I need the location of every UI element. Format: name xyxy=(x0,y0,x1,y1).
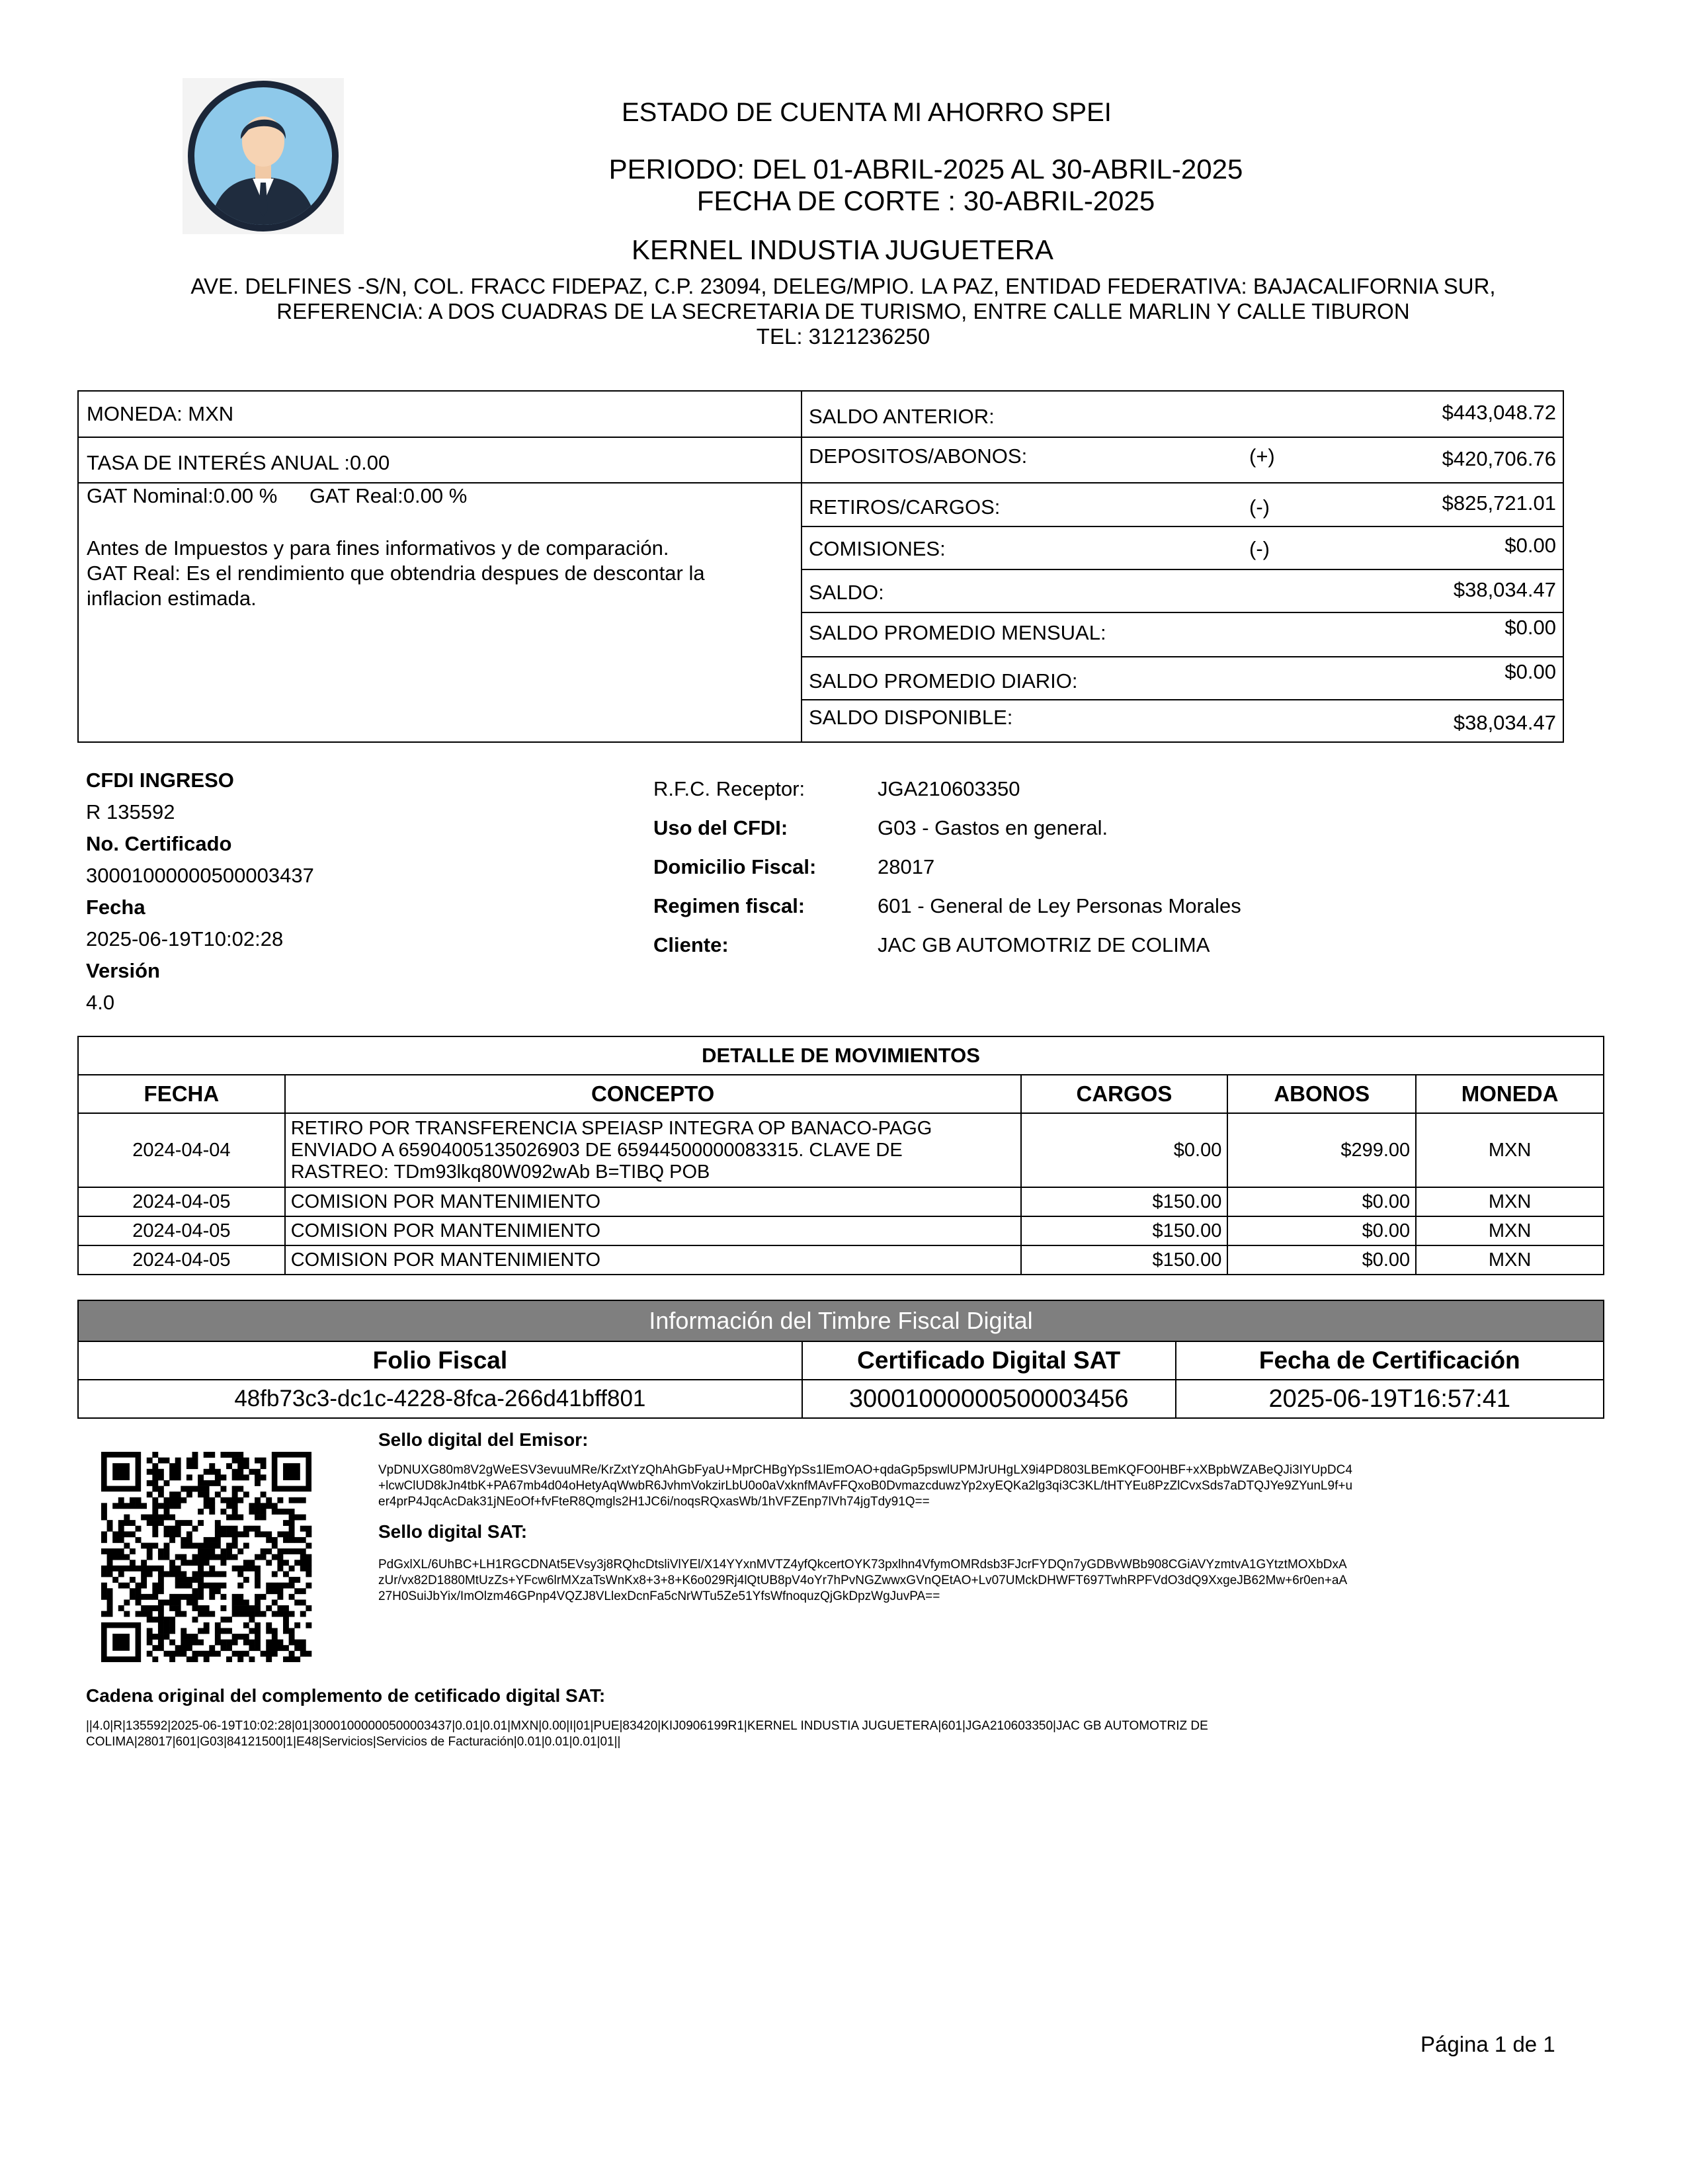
col-abonos: ABONOS xyxy=(1227,1075,1416,1113)
cfdi-version-label: Versión xyxy=(86,959,160,982)
periodo-line: PERIODO: DEL 01-ABRIL-2025 AL 30-ABRIL-2025 xyxy=(608,153,1243,185)
balance-sign: (-) xyxy=(1249,495,1270,519)
balance-value: $0.00 xyxy=(1504,616,1556,639)
gat-nominal: GAT Nominal:0.00 % xyxy=(87,484,278,507)
balance-value: $825,721.01 xyxy=(1442,491,1556,515)
balance-label: SALDO PROMEDIO MENSUAL: xyxy=(809,621,1106,644)
balance-value: $0.00 xyxy=(1504,660,1556,683)
cell-concepto: COMISION POR MANTENIMIENTO xyxy=(285,1187,1021,1216)
cfdi-receptor-labels xyxy=(653,769,816,964)
cell-abonos: $0.00 xyxy=(1227,1216,1416,1245)
company-address xyxy=(99,274,1587,349)
gat-real: GAT Real:0.00 % xyxy=(309,484,468,507)
cadena-line: ||4.0|R|135592|2025-06-19T10:02:28|01|30001000000500003437|0.01|0.01|MXN|0.00|I|01|PUE|83420|KIJ0906199R1|KERNEL INDUSTIA JUGUETERA|601|JGA210603350|JAC GB AUTOMOTRIZ DE xyxy=(86,1719,1208,1733)
cell-moneda: MXN xyxy=(1416,1245,1604,1275)
balance-label: SALDO DISPONIBLE: xyxy=(809,706,1013,729)
table-row xyxy=(78,1113,1604,1187)
account-info-panel xyxy=(79,392,802,741)
rfc-label: R.F.C. Receptor: xyxy=(653,777,805,800)
sello-sat-label: Sello digital SAT: xyxy=(378,1521,528,1542)
certificado-sat-value: 30001000000500003456 xyxy=(802,1380,1176,1418)
movements-title: DETALLE DE MOVIMIENTOS xyxy=(78,1036,1604,1075)
regimen-label: Regimen fiscal: xyxy=(653,894,805,917)
domicilio-label: Domicilio Fiscal: xyxy=(653,855,817,878)
movements-header-row xyxy=(78,1075,1604,1113)
sello-sat-line: PdGxlXL/6UhBC+LH1RGCDNAt5EVsy3j8RQhcDtsliVlYEl/X14YYxnMVTZ4yfQkcertOYK73pxlhn4VfymOMRdsb3FJcrFYDQn7yGDBvWBb908CGiAVYzmtvA1GYtztMOXbDxA xyxy=(378,1558,1347,1572)
balance-label: SALDO ANTERIOR: xyxy=(809,405,995,428)
cell-cargos: $150.00 xyxy=(1021,1187,1228,1216)
cell-abonos: $0.00 xyxy=(1227,1187,1416,1216)
cfdi-left-block xyxy=(86,765,314,1019)
sello-sat-line: 27H0SuiJbYix/ImOlzm46GPnp4VQZJ8VLlexDcnFa5cNrWTu5Ze51YfsWfnoquzQjGkDpzWgJuvPA== xyxy=(378,1589,940,1603)
timbre-title: Información del Timbre Fiscal Digital xyxy=(78,1300,1604,1341)
col-concepto: CONCEPTO xyxy=(285,1075,1021,1113)
cell-moneda: MXN xyxy=(1416,1113,1604,1187)
address-line-2: REFERENCIA: A DOS CUADRAS DE LA SECRETARIA DE TURISMO, ENTRE CALLE MARLIN Y CALLE TIBURON xyxy=(276,299,1410,323)
balance-row xyxy=(802,527,1563,570)
qr-code xyxy=(94,1452,319,1662)
statement-period xyxy=(463,153,1389,217)
gat-note-line-1: Antes de Impuestos y para fines informativos y de comparación. xyxy=(87,536,669,560)
sello-emisor-label: Sello digital del Emisor: xyxy=(378,1429,589,1450)
statement-title: ESTADO DE CUENTA MI AHORRO SPEI xyxy=(622,98,1112,127)
cfdi-type-value: R 135592 xyxy=(86,800,175,823)
balance-sign: (-) xyxy=(1249,537,1270,560)
cliente-label: Cliente: xyxy=(653,933,729,956)
balance-value: $443,048.72 xyxy=(1442,401,1556,424)
cliente-value: JAC GB AUTOMOTRIZ DE COLIMA xyxy=(878,933,1210,956)
concepto-line: ENVIADO A 65904005135026903 DE 65944500000083315. CLAVE DE xyxy=(290,1139,903,1161)
page-number: Página 1 de 1 xyxy=(1420,2032,1555,2056)
fecha-corte-line: FECHA DE CORTE : 30-ABRIL-2025 xyxy=(696,185,1155,216)
sello-emisor-line: VpDNUXG80m8V2gWeESV3evuuMRe/KrZxtYzQhAhGbFyaU+MprCHBgYpSs1lEmOAO+qdaGp5pswlUPMJrUHgLX9i4PD803LBEmKQFO0HBF+xXBpbWZABeQJi3IYUpDC4 xyxy=(378,1463,1352,1477)
col-moneda: MONEDA xyxy=(1416,1075,1604,1113)
fecha-certificacion-header: Fecha de Certificación xyxy=(1176,1341,1604,1380)
avatar-logo xyxy=(183,78,344,234)
cell-cargos: $0.00 xyxy=(1021,1113,1228,1187)
sello-emisor-line: +lcwClUD8kJn4tbK+PA67mb4d04oHetyAqWwbR6JvhmVokzirLbU0o0aVxknfMAvFFQxoB0DvmazcduwzYp2xyEQKa2lg3qi3C3KL/tHTYEu8PzZlCvxSds7aDTQJYe9ZYunL9f+u xyxy=(378,1479,1353,1493)
moneda-text: MONEDA: MXN xyxy=(87,402,234,425)
tasa-text: TASA DE INTERÉS ANUAL :0.00 xyxy=(87,451,390,474)
sello-emisor-line: er4prP4JqcAcDak31jNEoOf+fvFteR8Qmgls2H1JC6i/noqsRQxasWb/1hVFZEnp7lVh74jgTdy91Q== xyxy=(378,1495,930,1509)
balance-row xyxy=(802,392,1563,438)
cell-abonos: $0.00 xyxy=(1227,1245,1416,1275)
address-line-1: AVE. DELFINES -S/N, COL. FRACC FIDEPAZ, C.P. 23094, DELEG/MPIO. LA PAZ, ENTIDAD FEDERATIVA: BAJACALIFORNIA SUR, xyxy=(190,274,1496,298)
company-name: KERNEL INDUSTIA JUGUETERA xyxy=(632,234,1053,265)
balance-value: $38,034.47 xyxy=(1453,578,1556,601)
table-row xyxy=(78,1187,1604,1216)
balance-row xyxy=(802,438,1563,483)
balance-sign: (+) xyxy=(1249,444,1275,468)
cell-cargos: $150.00 xyxy=(1021,1216,1228,1245)
domicilio-value: 28017 xyxy=(878,855,935,878)
account-summary xyxy=(77,390,1564,743)
timbre-fiscal-table xyxy=(77,1300,1604,1419)
certificado-sat-header: Certificado Digital SAT xyxy=(802,1341,1176,1380)
gat-note-line-2: GAT Real: Es el rendimiento que obtendria despues de descontar la xyxy=(87,562,705,585)
gat-row xyxy=(87,484,467,508)
cfdi-type-label: CFDI INGRESO xyxy=(86,769,234,792)
cell-abonos: $299.00 xyxy=(1227,1113,1416,1187)
balance-row xyxy=(802,613,1563,657)
moneda-row xyxy=(79,392,801,438)
cell-moneda: MXN xyxy=(1416,1187,1604,1216)
sello-emisor-text xyxy=(378,1462,1595,1510)
cfdi-receptor-values xyxy=(878,769,1241,964)
balance-value: $38,034.47 xyxy=(1453,711,1556,734)
cfdi-cert-label: No. Certificado xyxy=(86,832,232,855)
balance-row xyxy=(802,657,1563,700)
balance-value: $420,706.76 xyxy=(1442,447,1556,470)
folio-fiscal-header: Folio Fiscal xyxy=(78,1341,802,1380)
cell-concepto xyxy=(285,1113,1021,1187)
cell-moneda: MXN xyxy=(1416,1216,1604,1245)
movements-title-row xyxy=(78,1036,1604,1075)
cfdi-cert-value: 30001000000500003437 xyxy=(86,864,314,887)
cadena-original-label: Cadena original del complemento de cetificado digital SAT: xyxy=(86,1685,606,1706)
cell-cargos: $150.00 xyxy=(1021,1245,1228,1275)
table-row xyxy=(78,1216,1604,1245)
table-row xyxy=(78,1245,1604,1275)
telephone: TEL: 3121236250 xyxy=(756,324,930,349)
fecha-certificacion-value: 2025-06-19T16:57:41 xyxy=(1176,1380,1604,1418)
folio-fiscal-value: 48fb73c3-dc1c-4228-8fca-266d41bff801 xyxy=(78,1380,802,1418)
balance-label: COMISIONES: xyxy=(809,537,946,560)
uso-label: Uso del CFDI: xyxy=(653,816,788,839)
col-cargos: CARGOS xyxy=(1021,1075,1228,1113)
gat-note xyxy=(87,536,788,611)
cell-fecha: 2024-04-05 xyxy=(78,1216,285,1245)
col-fecha: FECHA xyxy=(78,1075,285,1113)
cell-fecha: 2024-04-05 xyxy=(78,1187,285,1216)
gat-note-line-3: inflacion estimada. xyxy=(87,587,257,610)
sello-sat-text xyxy=(378,1557,1595,1605)
balance-label: SALDO PROMEDIO DIARIO: xyxy=(809,669,1078,693)
cfdi-version-value: 4.0 xyxy=(86,991,115,1014)
cfdi-date-value: 2025-06-19T10:02:28 xyxy=(86,927,284,950)
balance-row xyxy=(802,570,1563,613)
concepto-line: RASTREO: TDm93lkq80W092wAb B=TIBQ POB xyxy=(290,1161,710,1183)
sello-sat-line: zUr/vx82D1880MtUzZs+YFcw6lrMXzaTsWnKx8+3+8+K6o029Rj4lQtUB8pV4oYr7hPvNGZwwxGVnQEtAO+Lv07UMckDHWFT697TwhRPFVdO3dQ9XxgeJB62Mw+6r0en+aA xyxy=(378,1574,1348,1587)
cadena-line: COLIMA|28017|601|G03|84121500|1|E48|Servicios|Servicios de Facturación|0.01|0.01|0.01|01|| xyxy=(86,1735,621,1749)
uso-value: G03 - Gastos en general. xyxy=(878,816,1108,839)
balance-label: DEPOSITOS/ABONOS: xyxy=(809,444,1028,468)
cell-fecha: 2024-04-04 xyxy=(78,1113,285,1187)
movements-table xyxy=(77,1036,1604,1275)
tasa-row xyxy=(79,438,801,483)
cell-fecha: 2024-04-05 xyxy=(78,1245,285,1275)
rfc-value: JGA210603350 xyxy=(878,777,1020,800)
balance-row xyxy=(802,700,1563,741)
cadena-original-text xyxy=(86,1718,1594,1750)
balance-row xyxy=(802,483,1563,527)
cfdi-date-label: Fecha xyxy=(86,896,145,919)
balance-label: RETIROS/CARGOS: xyxy=(809,495,1001,519)
balance-value: $0.00 xyxy=(1504,534,1556,557)
cell-concepto: COMISION POR MANTENIMIENTO xyxy=(285,1216,1021,1245)
regimen-value: 601 - General de Ley Personas Morales xyxy=(878,894,1241,917)
concepto-line: RETIRO POR TRANSFERENCIA SPEIASP INTEGRA OP BANACO-PAGG xyxy=(290,1117,932,1139)
cell-concepto: COMISION POR MANTENIMIENTO xyxy=(285,1245,1021,1275)
balance-label: SALDO: xyxy=(809,581,884,604)
